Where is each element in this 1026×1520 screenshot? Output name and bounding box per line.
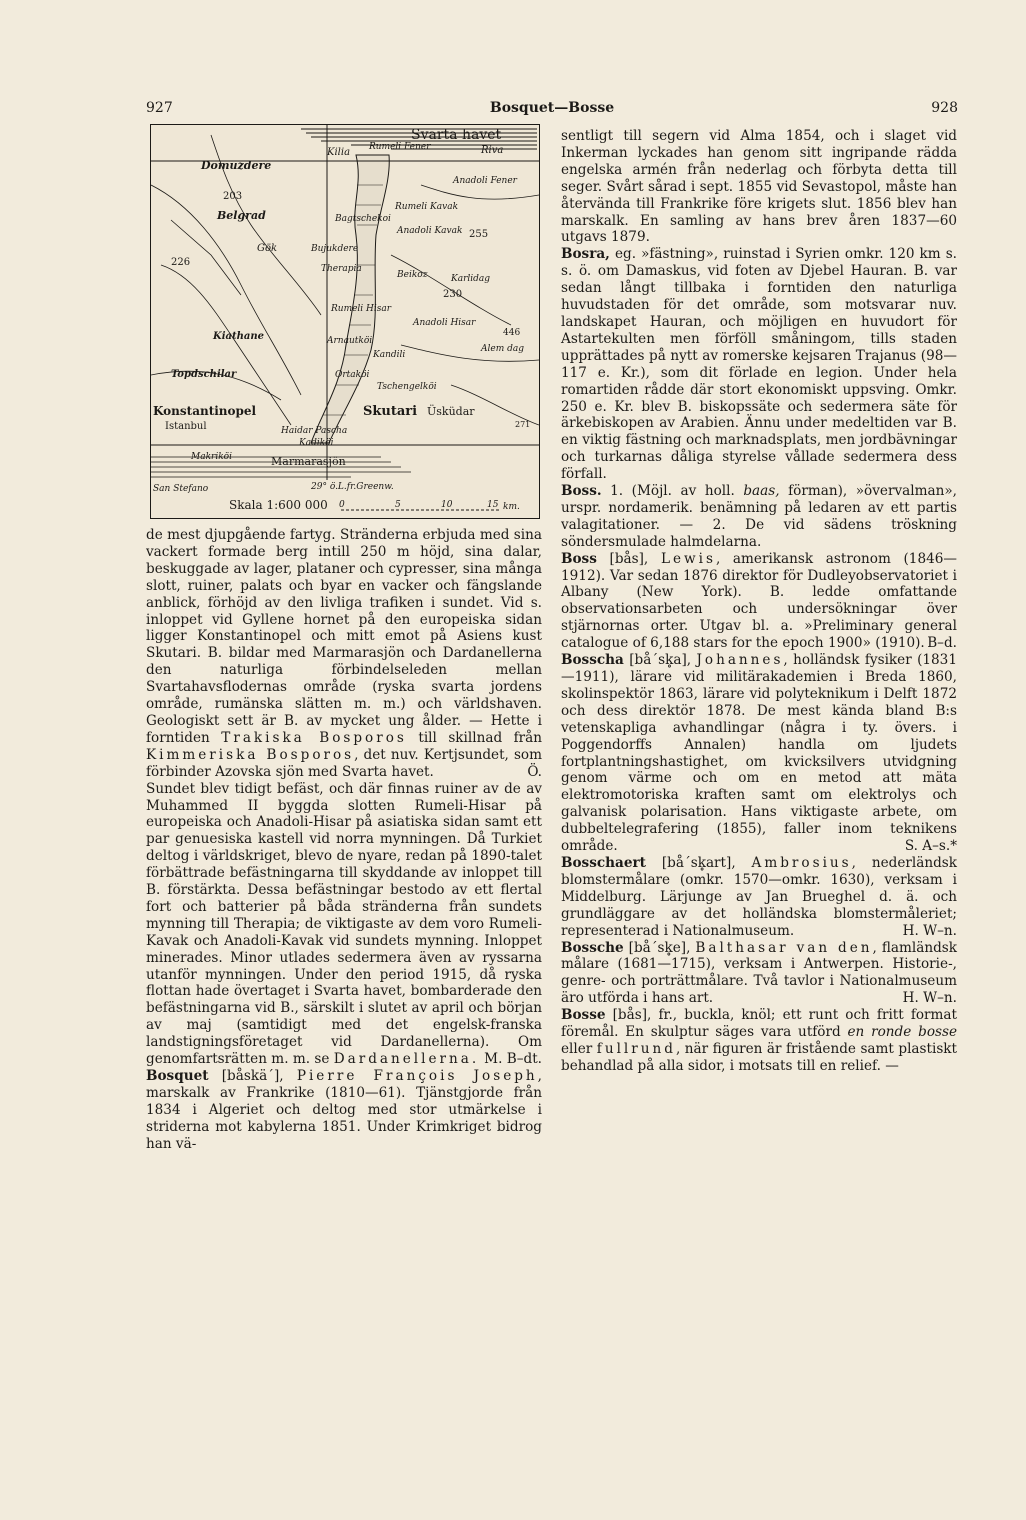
scale-tick-5: 5 (395, 500, 401, 510)
label-skutari: Skutari (363, 404, 418, 419)
pronunciation: [bås], (609, 550, 649, 567)
label-belgrad: Belgrad (217, 209, 266, 222)
text-p1-end: , det nuv. Kertjsundet, som förbinder Azovska sjön med Svarta havet. (146, 746, 542, 780)
label-rumeli-fener: Rumeli Fener (369, 142, 431, 152)
label-haidar-pascha: Haidar Pascha (281, 426, 348, 436)
entry-text: [bås], fr., buckla, knöl; ett runt och fritt format föremål. En skulptur säges vara utförd (561, 1007, 957, 1041)
label-beikoz: Beikoz (397, 270, 428, 280)
scale-tick-10: 10 (441, 500, 453, 510)
label-karlidag: Karlidag (451, 274, 491, 284)
label-230: 230 (443, 289, 463, 300)
label-konstantinopel: Konstantinopel (153, 404, 257, 418)
label-arnautkoi: Arnautköi (327, 336, 373, 346)
italic-term: baas, (743, 483, 780, 500)
label-uskudar: Üsküdar (427, 405, 475, 418)
label-203: 203 (223, 191, 243, 202)
signature: M. B–dt. (484, 1051, 542, 1068)
spaced-name: Ambrosius (751, 854, 852, 871)
scale-tick-0: 0 (339, 500, 345, 510)
headword: Bosquet (146, 1068, 209, 1084)
scale-tick-15: 15 (487, 500, 499, 510)
label-scale: Skala 1:600 000 (229, 498, 328, 512)
pronunciation: [båskä´], (221, 1068, 284, 1084)
signature: Ö. (527, 763, 542, 780)
label-446: 446 (503, 328, 521, 338)
headword: Bossche (561, 939, 624, 956)
entry-text: , holländsk fysiker (1831—1911), lärare vid militärakademien i Breda 1860, skolinspektör 1863, lärare vid polyteknikum i Delft 1872 och dess direktör 1878. De mest kända bland B:s vetenskapliga avhandlingar (några i ty. övers. i Poggendorffs Annalen) handla om ljudets fortplantningshastighet, om kvicksilvers utvidgning genom värme och om en metod att mäta elektromotoriska kraften samt om elektrolys och galvanisk polarisation. Hans viktigaste arbete, om dubbeltelegrafering (1855), faller inom teknikens område. (561, 652, 957, 855)
label-anadoli-kavak: Anadoli Kavak (397, 226, 463, 236)
spaced-trakiska: Trakiska Bosporos (221, 729, 407, 746)
label-san-stefano: San Stefano (153, 484, 209, 494)
label-anadoli-fener: Anadoli Fener (453, 176, 517, 186)
entry-bosra (561, 246, 957, 483)
spaced-name: Johannes (696, 652, 784, 669)
map-figure (151, 125, 539, 518)
pronunciation: [bå´sk̥art], (661, 854, 736, 871)
headword: Bosscha (561, 652, 624, 669)
signature: H. W–n. (902, 990, 957, 1007)
label-kandili: Kandili (373, 350, 406, 360)
pronunciation: [bå´sk̥e], (628, 939, 691, 956)
label-alemdag: Alem dag (481, 344, 524, 354)
page-number-right: 928 (931, 100, 958, 116)
label-kilia: Kilia (327, 147, 351, 158)
page-number-left: 927 (146, 100, 173, 116)
label-bujukdere: Bujukdere (311, 244, 359, 254)
label-ortakoi: Ortaköi (335, 370, 370, 380)
label-271: 271 (515, 420, 531, 429)
entry-text: förman), »övervalman», urspr. nordamerik. benämning på ledaren av ett partis valagitationer. — 2. De vid sädens tröskning söndersmulade halmdelarna. (561, 483, 957, 550)
label-domuzdere: Domuzdere (201, 159, 272, 172)
page-header (146, 100, 958, 124)
entry-text: eg. »fästning», ruinstad i Syrien omkr. 120 km s. s. ö. om Damaskus, vid foten av Djebel Hauran. B. var sedan långt tillbaka i forntiden den naturliga huvudstaden för det område, som motsvarar nuv. landskapet Hauran, och möjligen en huvudort för Astartekulten men förföll småningom, tills staden upprättades på nytt av romerske kejsaren Trajanus (98—117 e. Kr.), som dit förlade en legion. Under hela romartiden rådde där stort ekonomiskt uppsving. Omkr. 250 e. Kr. blev B. biskopssäte och sedermera säte för ärkebiskopen av Arabien. Ännu under medeltiden var B. en viktig fästning och marknadsplats, men jordbävningar och turkarnas dåliga styrelse vållade sedermera dess förfall. (561, 246, 957, 483)
label-rumeli-kavak: Rumeli Kavak (395, 202, 459, 212)
bosquet-continued: sentligt till segern vid Alma 1854, och i slaget vid Inkerman lyckades han genom sitt ingripande rädda engelska armén från nederlag och förbyta detta till seger. Svårt sårad i sept. 1855 vid Sevastopol, måste han återvända till Frankrike före krigets slut. 1856 blev han marskalk. En samling av hans brev åren 1837—60 utgavs 1879. (561, 128, 957, 246)
label-therapia: Therapia (321, 264, 362, 274)
label-istanbul: Istanbul (165, 421, 207, 432)
entry-bosscha (561, 652, 957, 855)
spaced-kimmeriska: Kimmeriska Bosporos (146, 746, 355, 763)
label-svarta-havet: Svarta havet (411, 127, 502, 143)
entry-text: , flamländsk målare (1681—1715), verksam i Antwerpen. Historie-, genre- och porträttmålare. Två tavlor i Nationalmuseum äro utförda i hans art. (561, 939, 958, 1007)
entry-text: eller (561, 1040, 593, 1057)
signature: S. A–s.* (904, 838, 957, 855)
entry-text: 1. (Möjl. av holl. (610, 483, 735, 500)
entry-text: , nederländsk blomstermålare (omkr. 1570—omkr. 1630), verksam i Middelburg. Lärjunge av Jan Brueghel d. ä. och grundläggare av det holländska blomstermåleriet; representerad i Nationalmuseum. (561, 854, 958, 939)
signature: H. W–n. (902, 922, 957, 939)
label-gok: Gök (257, 243, 278, 254)
text-p2: Sundet blev tidigt befäst, och där finnas ruiner av de av Muhammed II byggda slotten Rumeli-Hisar på europeiska och Anadoli-Hisar på asiatiska sidan samt ett par genuesiska kastell vid norra mynningen. Då Turkiet deltog i världskriget, blevo de nyare, redan på 1890-talet förbättrade befästningarna till skyddande av inloppet till B. förstärkta. Dessa befästningar bestodo av ett flertal fort och batterier på båda stränderna från sundets mynning till Therapia; de viktigaste av dem voro Rumeli-Kavak och Anadoli-Kavak vid sundets mynning. Inloppet minerades. Minor utlades sedermera även av ryssarna utanför mynningen. Under den period 1915, då ryska flottan hade övertaget i Svarta havet, bombarderade den befästningarna vid B., särskilt i slutet av april och början av maj (samtidigt med det engelsk-franska landstigningsföretaget vid Dardanellerna). Om genomfartsrätten m. m. se (146, 780, 542, 1068)
label-tschengelkoi: Tschengelköi (377, 382, 437, 392)
label-kadikoi: Kadiköi (299, 438, 334, 448)
label-anadoli-hisar: Anadoli Hisar (413, 318, 476, 328)
entry-text: , när figuren är fristående samt plastiskt behandlad på alla sidor, i motsats till en relief. — (561, 1040, 958, 1074)
italic-term: en ronde bosse (847, 1024, 957, 1041)
headword: Bosra, (561, 246, 610, 263)
entry-bosse (561, 1007, 957, 1075)
label-rumeli-hisar: Rumeli Hisar (331, 304, 392, 314)
label-topdschilar: Topdschilar (171, 369, 237, 380)
signature: B–d. (927, 635, 957, 652)
headword: Bosse (561, 1007, 606, 1024)
fortifications-paragraph: Sundet blev tidigt befäst, och där finnas ruiner av de av Muhammed II byggda slotten Rumeli-Hisar på europeiska och Anadoli-Hisar på asiatiska sidan samt ett par genuesiska kastell vid norra mynningen. Då Turkiet deltog i världskriget, blevo de nyare, redan på 1890-talet förbättrade befästningarna till skyddande av inloppet till B. förstärkta. Dessa befästningar bestodo av ett flertal fort och batterier på båda stränderna från sundets mynning till Therapia; de viktigaste av dem voro Rumeli-Kavak och Anadoli-Kavak vid sundets mynning. Inloppet minerades. Minor utlades sedermera även av ryssarna utanför mynningen. Under den period 1915, då ryska flottan hade övertaget i Svarta havet, bombarderade den befästningarna vid B., särskilt i slutet av april och början av maj (samtidigt med det engelsk-franska landstigningsföretaget vid Dardanellerna). Om genomfartsrätten m. m. se Dardanellerna. M. B–dt. (146, 780, 542, 1068)
label-makrikoi: Makriköi (191, 452, 232, 462)
bosporus-map (150, 124, 540, 519)
label-226: 226 (171, 257, 191, 268)
spaced-name: Pierre François Joseph (296, 1068, 538, 1084)
text-mid: till skillnad från (418, 729, 543, 746)
left-column (146, 124, 542, 1153)
map-labels (153, 127, 530, 512)
entry-text: , marskalk av Frankrike (1810—61). Tjänstgjorde från 1834 i Algeriet och deltog med stor utmärkelse i striderna mot kabylerna 1851. Under Krimkriget bidrog han vä- (146, 1068, 542, 1152)
label-riva: Riva (481, 145, 504, 156)
entry-boss-lewis (561, 551, 957, 652)
spaced-name: Lewis (660, 550, 716, 567)
label-255: 255 (469, 229, 489, 240)
label-greenwich: 29° ö.L.fr.Greenw. (311, 482, 394, 492)
spaced-name: Balthasar van den (695, 939, 873, 956)
headword: Bosschaert (561, 854, 646, 871)
label-bagtschekoi: Bagtschekoi (335, 214, 391, 224)
pronunciation: [bå´sk̥a], (629, 652, 692, 669)
entry-text: , amerikansk astronom (1846—1912). Var sedan 1876 direktor för Dudleyobservatoriet i Albany (New York). B. ledde omfattande observationsarbeten och undersökningar över stjärnornas orter. Utgav bl. a. »Preliminary general catalogue of 6,188 stars for the epoch 1900» (1910). (561, 550, 957, 652)
spaced-dardanellerna: Dardanellerna (333, 1051, 472, 1068)
label-scale-unit: km. (503, 502, 520, 512)
entry-bosquet (146, 1068, 542, 1153)
text-p1: de mest djupgående fartyg. Stränderna erbjuda med sina vackert formade berg intill 250 m höjd, sina dalar, beskuggade av lager, plataner och cypresser, sina många slott, ruiner, palats och byar en vacker och fängslande anblick, förhöjd av den livliga trafiken i sundet. Vid s. inloppet vid Gyllene hornet på den europeiska sidan ligger Konstantinopel och mitt emot på Asiens kust Skutari. B. bildar med Marmarasjön och Dardanellerna den naturliga förbindelseleden mellan Svartahavsflodernas område (ryska svarta jordens område, rumänska slätten m. m.) och världshaven. Geologiskt sett är B. av mycket ung ålder. — Hette i forntiden (146, 527, 542, 746)
entry-boss-1 (561, 483, 957, 551)
running-title: Bosquet—Bosse (489, 100, 615, 116)
headword: Boss. (561, 483, 602, 500)
label-kiathane: Kiathane (213, 331, 264, 342)
right-column (561, 128, 957, 1075)
headword: Boss (561, 550, 597, 567)
bosporus-description (146, 527, 542, 781)
label-marmarasjon: Marmarasjön (271, 455, 346, 468)
entry-bosschaert (561, 855, 957, 940)
entry-bossche (561, 940, 957, 1008)
strait-shape (311, 155, 389, 443)
spaced-term: fullrund (596, 1040, 676, 1057)
